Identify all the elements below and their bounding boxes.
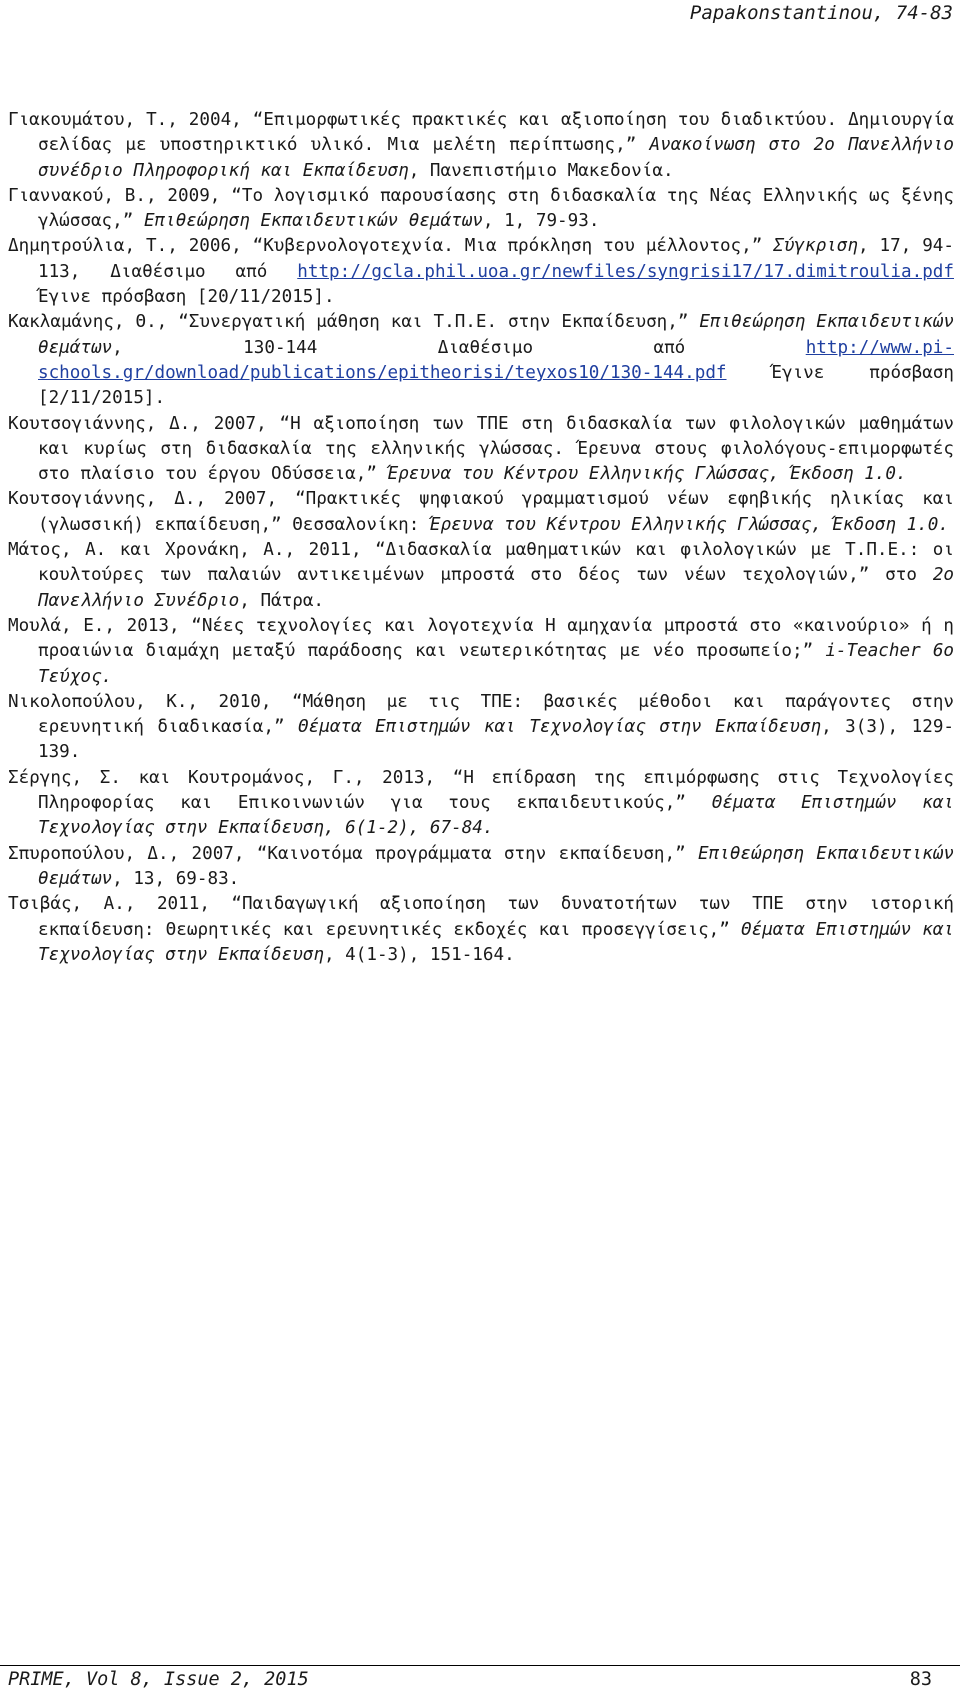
reference-text-segment: Έγινε πρόσβαση [2/11/2015]. xyxy=(38,362,954,409)
reference-text-segment: , 130-144 Διαθέσιμο από xyxy=(112,337,806,358)
reference-italic-segment: Έρευνα του Κέντρου Ελληνικής Γλώσσας, Έκδοση 1.0. xyxy=(387,464,907,485)
reference-text-segment: , 3(3), 129-139. xyxy=(38,717,955,763)
reference-text-segment: Νικολοπούλου, Κ., 2010, “Μάθηση με τις ΤΠΕ: βασικές μέθοδοι και παράγοντες στην ερευνητική διαδικασία,” xyxy=(8,691,954,738)
reference-entry xyxy=(8,310,954,411)
footer-journal: PRIME, Vol 8, Issue 2, 2015 xyxy=(8,1669,309,1690)
reference-text-segment: Κουτσογιάννης, Δ., 2007, “Η αξιοποίηση των ΤΠΕ στη διδασκαλία των φιλολογικών μαθημάτων και κυρίως στη διδασκαλία της ελληνικής γλώσσας. Έρευνα στους φιλολόγους-επιμορφωτές στο πλαίσιο του έργου Οδύσσεια,” xyxy=(8,413,954,485)
reference-entry xyxy=(8,538,954,614)
reference-italic-segment: Θέματα Επιστημών και Τεχνολογίας στην Εκπαίδευση xyxy=(38,919,954,965)
reference-entry xyxy=(8,234,954,310)
reference-text-segment: , 1, 79-93. xyxy=(482,211,600,232)
reference-text-segment: Έγινε πρόσβαση [20/11/2015]. xyxy=(38,287,335,308)
reference-text-segment: Σπυροπούλου, Δ., 2007, “Καινοτόμα προγράμματα στην εκπαίδευση,” xyxy=(8,843,699,864)
reference-italic-segment: i-Teacher 6ο Τεύχος. xyxy=(38,641,955,687)
running-head: Papakonstantinou, 74-83 xyxy=(689,2,953,24)
reference-entry xyxy=(8,412,954,488)
reference-italic-segment: Σύγκριση xyxy=(773,236,858,257)
reference-list xyxy=(8,108,954,968)
reference-text-segment: Κακλαμάνης, Θ., “Συνεργατική μάθηση και Τ.Π.Ε. στην Εκπαίδευση,” xyxy=(8,312,700,333)
reference-italic-segment: Θέματα Επιστημών και Τεχνολογίας στην Εκπαίδευση xyxy=(298,717,822,738)
reference-text-segment: , 13, 69-83. xyxy=(112,868,240,889)
reference-entry xyxy=(8,487,954,538)
reference-italic-segment: Θέματα Επιστημών και Τεχνολογίας στην Εκπαίδευση xyxy=(38,793,954,839)
reference-text-segment: Γιαννακού, Β., 2009, “Το λογισμικό παρουσίασης στη διδασκαλία της Νέας Ελληνικής ως ξένης γλώσσας,” xyxy=(8,185,954,232)
footer-divider xyxy=(0,1665,960,1666)
reference-italic-segment: Ανακοίνωση στο 2ο Πανελλήνιο συνέδριο Πληροφορική και Εκπαίδευση xyxy=(38,135,955,181)
reference-italic-segment: 2ο Πανελλήνιο Συνέδριο xyxy=(38,565,954,611)
reference-entry xyxy=(8,690,954,766)
reference-text-segment: , 17, 94-113, Διαθέσιμο από xyxy=(38,236,954,282)
reference-text-segment: Μουλά, Ε., 2013, “Νέες τεχνολογίες και λογοτεχνία Η αμηχανία μπροστά στο «καινούριο» ή η προαιώνια διαμάχη μεταξύ παράδοσης και νεωτερικότητας με νέο προσωπείο;” xyxy=(8,615,954,662)
reference-italic-segment: Επιθεώρηση Εκπαιδευτικών θεμάτων xyxy=(38,312,954,358)
reference-entry xyxy=(8,892,954,968)
reference-italic-segment: Έρευνα του Κέντρου Ελληνικής Γλώσσας, Έκδοση 1.0. xyxy=(429,514,949,535)
reference-entry xyxy=(8,108,954,184)
reference-text-segment: Δημητρούλια, Τ., 2006, “Κυβερνολογοτεχνία. Μια πρόκληση του μέλλοντος,” xyxy=(8,236,774,257)
reference-text-segment: Κουτσογιάννης, Δ., 2007, “Πρακτικές ψηφιακού γραμματισμού νέων εφηβικής ηλικίας και (γλωσσική) εκπαίδευση,” Θεσσαλονίκη: xyxy=(8,489,954,535)
reference-text-segment: , 4(1-3), 151-164. xyxy=(324,944,515,965)
reference-entry xyxy=(8,842,954,893)
reference-link[interactable]: http://www.pi-schools.gr/download/publications/epitheorisi/teyxos10/130-144.pdf xyxy=(38,337,954,383)
reference-text-segment: Τσιβάς, Α., 2011, “Παιδαγωγική αξιοποίηση των δυνατοτήτων των ΤΠΕ στην ιστορική εκπαίδευση: Θεωρητικές και ερευνητικές εκδοχές και προσεγγίσεις,” xyxy=(8,894,954,940)
reference-text-segment: , Πάτρα. xyxy=(239,590,325,611)
reference-entry xyxy=(8,766,954,842)
reference-italic-segment: , 6(1-2), 67-84. xyxy=(324,818,494,839)
reference-entry xyxy=(8,614,954,690)
reference-text-segment: Γιακουμάτου, Τ., 2004, “Επιμορφωτικές πρακτικές και αξιοποίηση του διαδικτύου. Δημιουργία σελίδας με υποστηρικτικό υλικό. Μια μελέτη περίπτωσης,” xyxy=(8,110,954,156)
reference-text-segment: Σέργης, Σ. και Κουτρομάνος, Γ., 2013, “Η επίδραση της επιμόρφωσης στις Τεχνολογίες Πληροφορίας και Επικοινωνιών για τους εκπαιδευτικούς,” xyxy=(8,767,954,814)
reference-italic-segment: Επιθεώρηση Εκπαιδευτικών θεμάτων xyxy=(143,211,483,232)
reference-text-segment: , Πανεπιστήμιο Μακεδονία. xyxy=(408,160,674,181)
reference-italic-segment: Επιθεώρηση Εκπαιδευτικών θεμάτων xyxy=(38,843,954,889)
reference-entry xyxy=(8,184,954,235)
reference-text-segment: Μάτος, Α. και Χρονάκη, Α., 2011, “Διδασκαλία μαθηματικών και φιλολογικών με Τ.Π.Ε.: οι κουλτούρες των παλαιών αντικειμένων μπροστά στο δέος των νέων τεχολογιών,” στο xyxy=(8,540,954,586)
reference-link[interactable]: http://gcla.phil.uoa.gr/newfiles/syngrisi17/17.dimitroulia.pdf xyxy=(297,261,954,282)
footer-page-number: 83 xyxy=(909,1669,932,1690)
